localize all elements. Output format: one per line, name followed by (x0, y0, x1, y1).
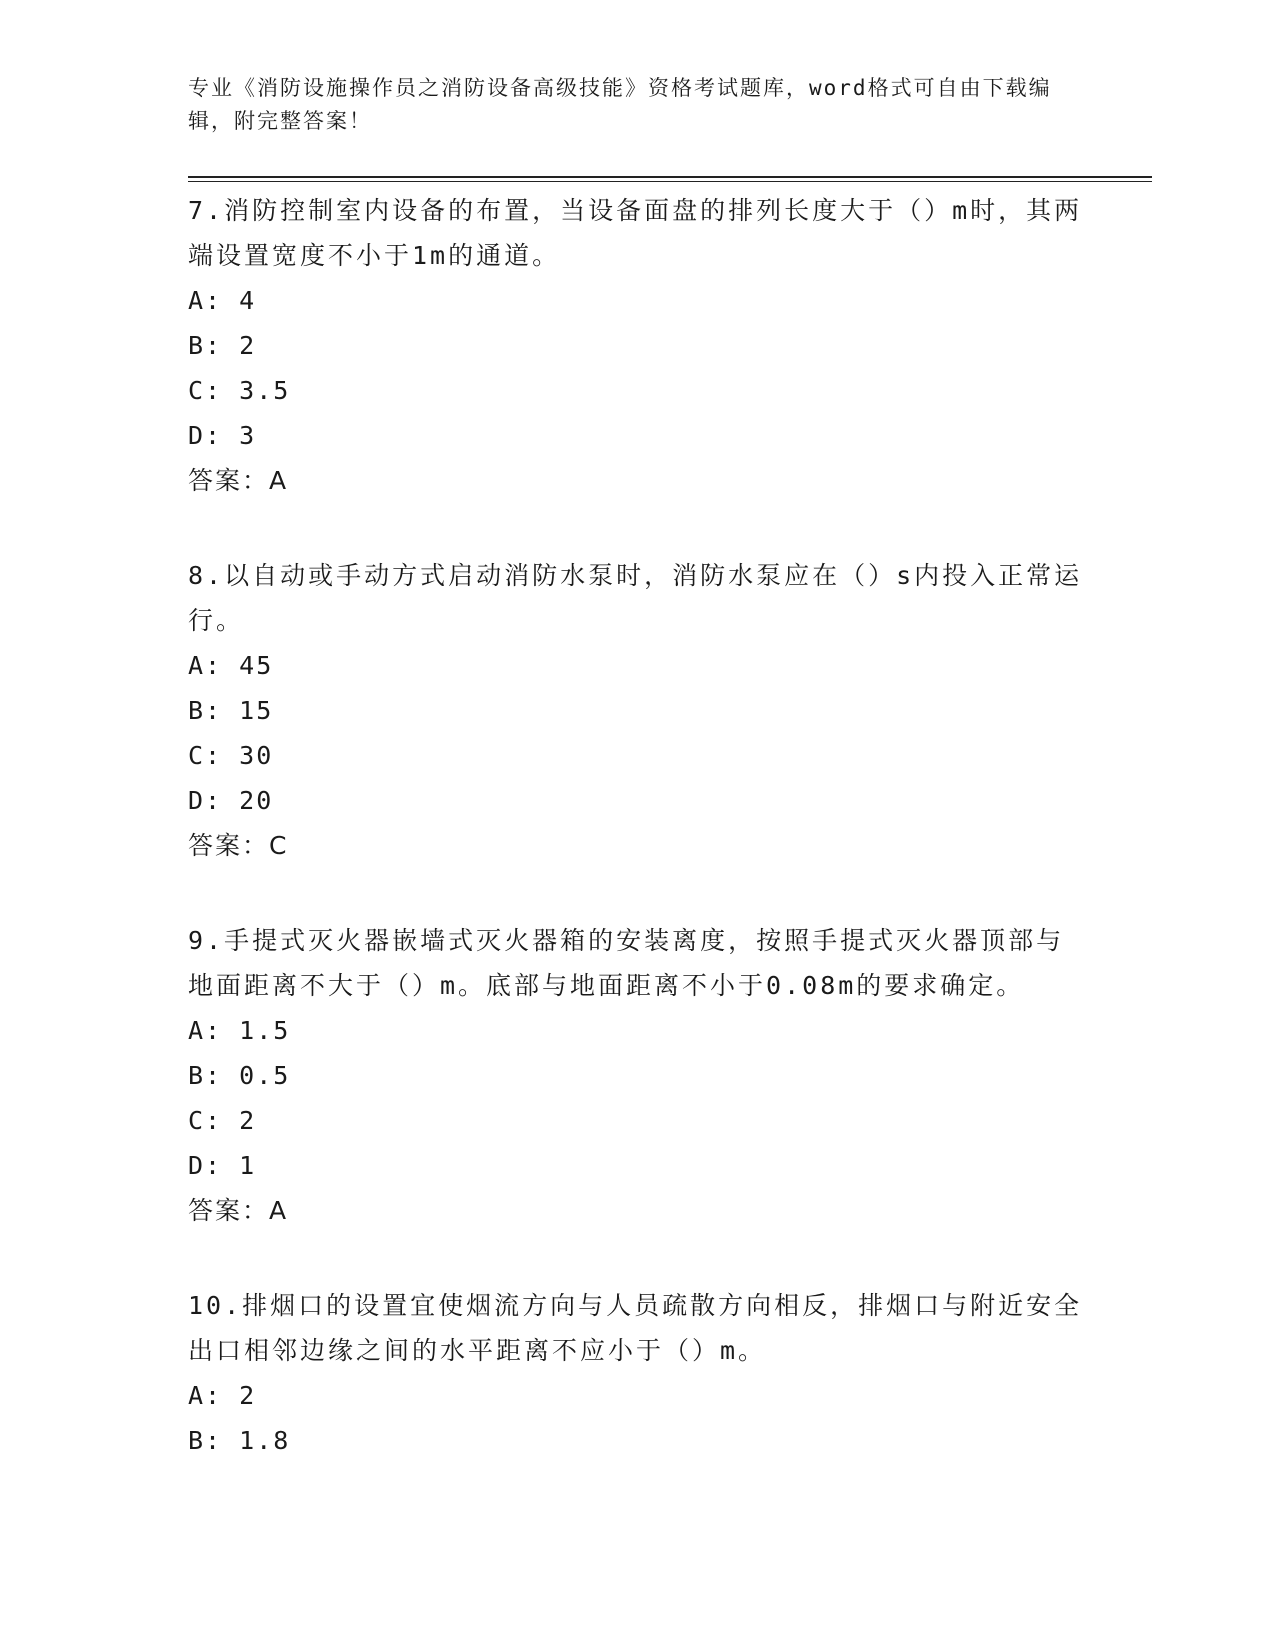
option-d: D: 20 (188, 786, 274, 815)
option-b: B: 15 (188, 696, 274, 725)
answer: 答案：A (188, 1196, 289, 1225)
option-b: B: 2 (188, 331, 257, 360)
answer: 答案：C (188, 831, 289, 860)
option-b: B: 0.5 (188, 1061, 291, 1090)
question-text: 7.消防控制室内设备的布置，当设备面盘的排列长度大于（）m时，其两端设置宽度不小于1m的通道。 (188, 196, 1083, 270)
header-rule-thin (188, 181, 1152, 182)
option-b: B: 1.8 (188, 1426, 291, 1455)
option-a: A: 4 (188, 286, 257, 315)
option-d: D: 1 (188, 1151, 257, 1180)
question-text: 8.以自动或手动方式启动消防水泵时，消防水泵应在（）s内投入正常运行。 (188, 561, 1083, 635)
option-a: A: 45 (188, 651, 274, 680)
answer: 答案：A (188, 466, 289, 495)
question-8 (188, 553, 1088, 868)
question-9 (188, 918, 1088, 1233)
header-rule-thick (188, 176, 1152, 178)
option-c: C: 3.5 (188, 376, 291, 405)
option-d: D: 3 (188, 421, 257, 450)
question-10 (188, 1283, 1088, 1463)
question-text: 9.手提式灭火器嵌墙式灭火器箱的安装离度，按照手提式灭火器顶部与地面距离不大于（）m。底部与地面距离不小于0.08m的要求确定。 (188, 926, 1065, 1000)
option-a: A: 1.5 (188, 1016, 291, 1045)
question-7 (188, 188, 1088, 503)
question-text: 10.排烟口的设置宜使烟流方向与人员疏散方向相反，排烟口与附近安全出口相邻边缘之间的水平距离不应小于（）m。 (188, 1291, 1083, 1365)
document-header: 专业《消防设施操作员之消防设备高级技能》资格考试题库，word格式可自由下载编辑，附完整答案！ (188, 76, 1052, 133)
option-c: C: 2 (188, 1106, 257, 1135)
option-c: C: 30 (188, 741, 274, 770)
option-a: A: 2 (188, 1381, 257, 1410)
